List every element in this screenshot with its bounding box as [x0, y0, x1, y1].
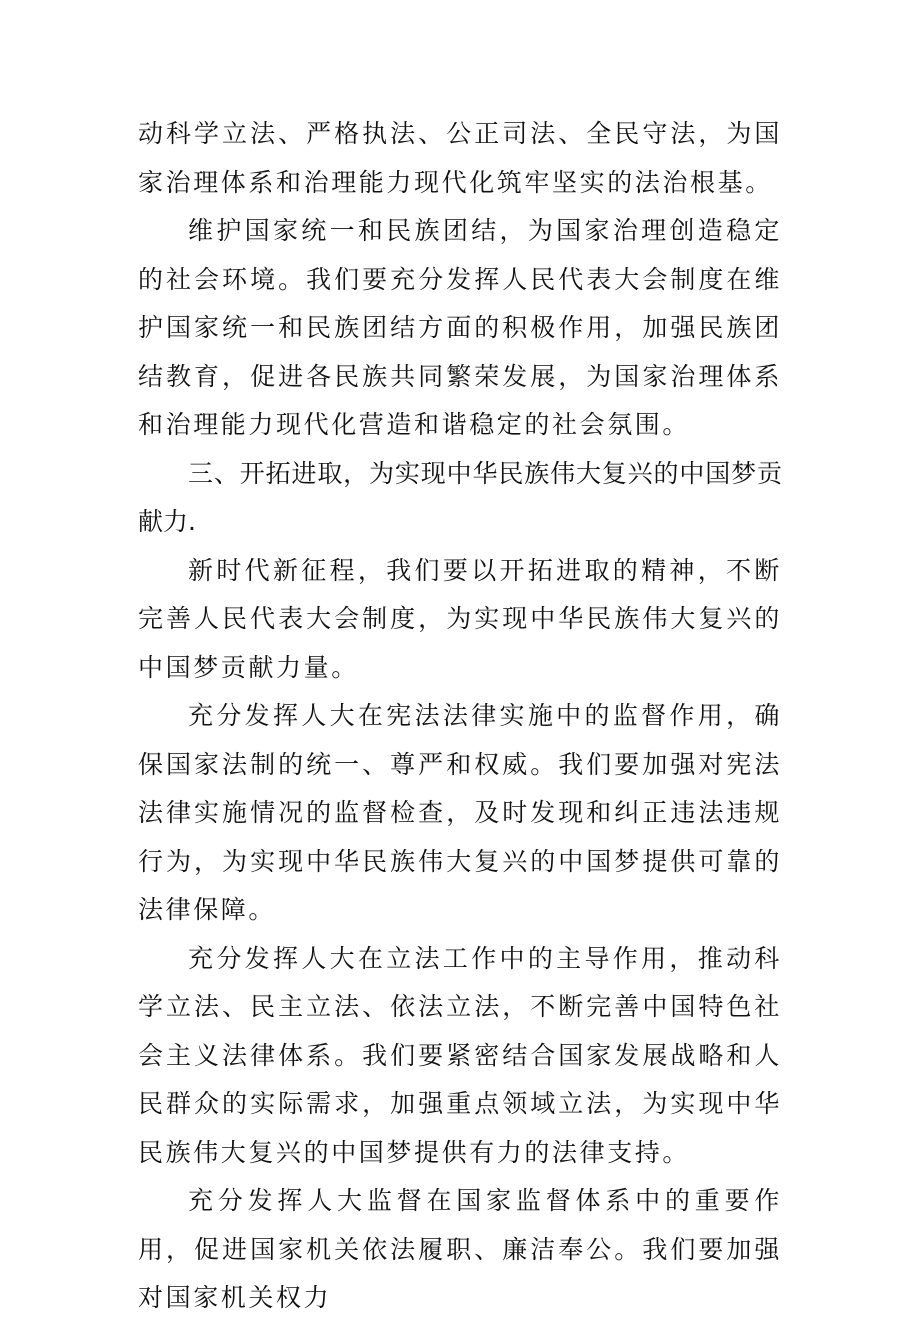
paragraph-new-era: 新时代新征程，我们要以开拓进取的精神，不断完善人民代表大会制度，为实现中华民族伟大复兴的中国梦贡献力量。	[138, 555, 782, 682]
section-heading-three: 三、开拓进取，为实现中华民族伟大复兴的中国梦贡献力.	[138, 458, 782, 536]
paragraph-legislation: 充分发挥人大在立法工作中的主导作用，推动科学立法、民主立法、依法立法，不断完善中国特色社会主义法律体系。我们要紧密结合国家发展战略和人民群众的实际需求，加强重点领域立法，为实现中华民族伟大复兴的中国梦提供有力的法律支持。	[138, 943, 782, 1167]
paragraph-supervision-system: 充分发挥人大监督在国家监督体系中的重要作用，促进国家机关依法履职、廉洁奉公。我们要加强对国家机关权力	[138, 1186, 782, 1312]
paragraph-national-unity: 维护国家统一和民族团结，为国家治理创造稳定的社会环境。我们要充分发挥人民代表大会制度在维护国家统一和民族团结方面的积极作用，加强民族团结教育，促进各民族共同繁荣发展，为国家治理体系和治理能力现代化营造和谐稳定的社会氛围。	[138, 216, 782, 439]
paragraph-continuation: 动科学立法、严格执法、公正司法、全民守法，为国家治理体系和治理能力现代化筑牢坚实的法治根基。	[138, 119, 782, 197]
document-body	[138, 110, 782, 1323]
paragraph-constitution-supervision: 充分发挥人大在宪法法律实施中的监督作用，确保国家法制的统一、尊严和权威。我们要加强对宪法法律实施情况的监督检查，及时发现和纠正违法违规行为，为实现中华民族伟大复兴的中国梦提供可靠的法律保障。	[138, 701, 782, 924]
